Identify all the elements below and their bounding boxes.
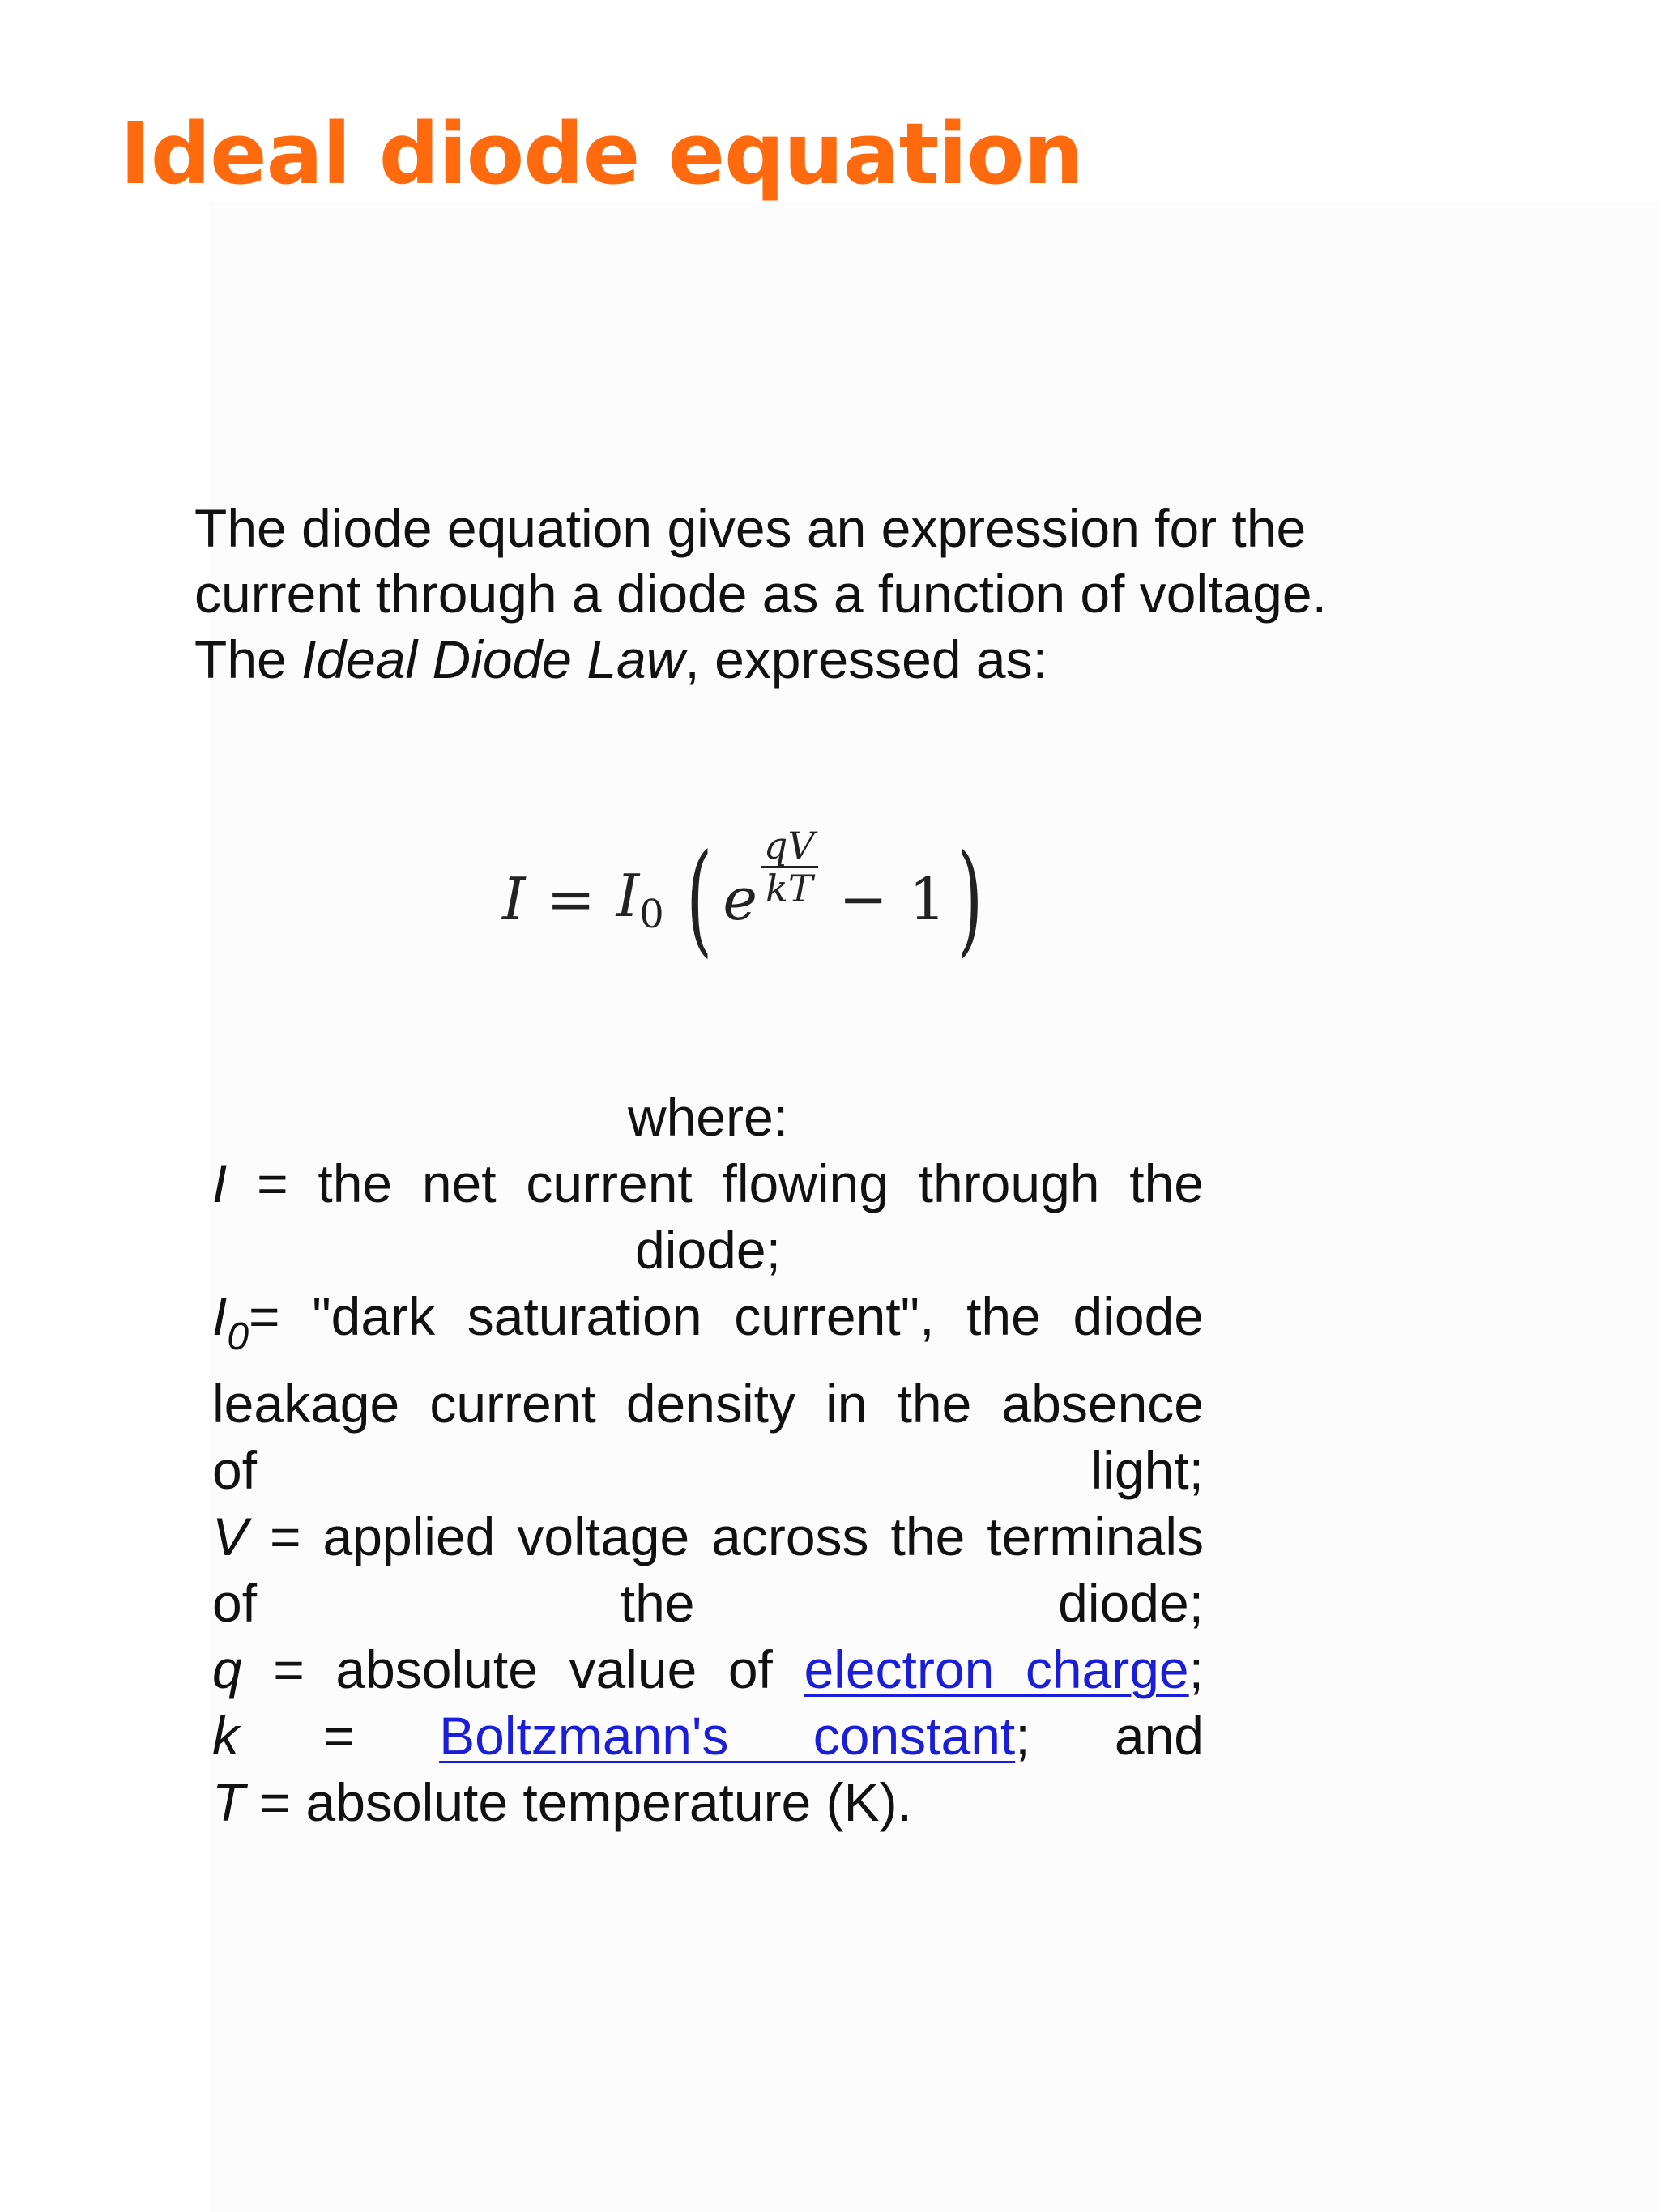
page-title: Ideal diode equation <box>120 104 1083 203</box>
formula-exponent <box>761 825 818 909</box>
definition-I0-cont <box>212 1437 1204 1503</box>
definition-text: the <box>620 1573 695 1633</box>
intro-text: The <box>194 629 302 689</box>
formula-equals: = <box>546 865 595 933</box>
definition-V <box>212 1503 1204 1570</box>
definition-text: = absolute temperature (K). <box>245 1772 912 1832</box>
definition-I <box>212 1150 1204 1217</box>
formula-current: I <box>502 865 526 933</box>
definition-k <box>212 1703 1204 1769</box>
definition-q <box>212 1636 1204 1703</box>
symbol-T: T <box>212 1772 245 1832</box>
definition-I0-cont: leakage current density in the absence <box>212 1374 1204 1434</box>
definition-T <box>212 1769 1204 1835</box>
variable-definitions <box>212 1084 1204 1835</box>
symbol-k: k <box>212 1706 239 1766</box>
where-label: where: <box>627 1087 789 1147</box>
intro-line <box>194 627 1458 693</box>
ideal-diode-law-term: Ideal Diode Law <box>301 629 685 689</box>
definition-text: = absolute value of <box>241 1639 804 1699</box>
symbol-V: V <box>212 1507 249 1566</box>
boltzmann-constant-link[interactable]: Boltzmann's constant <box>439 1706 1016 1766</box>
definition-V-cont <box>212 1570 1204 1636</box>
definition-text: = applied voltage across the terminals <box>248 1507 1204 1566</box>
formula-one: 1 <box>908 865 946 933</box>
intro-paragraph <box>194 496 1458 693</box>
symbol-I0: I <box>212 1286 228 1346</box>
formula-minus: − <box>838 865 888 933</box>
diode-equation <box>502 822 993 976</box>
definition-I0 <box>212 1283 1204 1370</box>
formula-exponent-denominator: kT <box>765 866 813 910</box>
formula-saturation-current <box>616 862 664 937</box>
electron-charge-link[interactable]: electron charge <box>804 1639 1189 1699</box>
formula-coef: I <box>616 861 640 930</box>
definition-text: light; <box>1090 1440 1204 1500</box>
definition-text: = <box>323 1706 355 1766</box>
definition-text: = the net current flowing through the <box>227 1153 1204 1213</box>
definition-text: diode; <box>1058 1573 1204 1633</box>
definition-text: and <box>1114 1706 1204 1766</box>
definition-I-cont: diode; <box>635 1220 781 1280</box>
intro-line: The diode equation gives an expression for the <box>194 498 1307 558</box>
intro-line: current through a diode as a function of voltage. <box>194 564 1327 624</box>
symbol-q: q <box>212 1639 242 1699</box>
definition-text: of <box>212 1573 258 1633</box>
formula-exp-base: e <box>723 865 757 933</box>
symbol-I0-subscript: 0 <box>227 1315 249 1358</box>
formula-open-paren: ( <box>685 829 713 970</box>
definition-text: ; <box>1015 1706 1030 1766</box>
intro-text: , expressed as: <box>684 629 1047 689</box>
definition-text: = "dark saturation current", the diode <box>249 1286 1204 1346</box>
formula-close-paren: ) <box>956 829 983 970</box>
formula-exponent-numerator: qV <box>763 823 815 867</box>
formula-coef-subscript: 0 <box>639 891 664 937</box>
symbol-I: I <box>212 1153 228 1213</box>
definition-text: ; <box>1188 1639 1204 1699</box>
definition-text: of <box>212 1440 258 1500</box>
